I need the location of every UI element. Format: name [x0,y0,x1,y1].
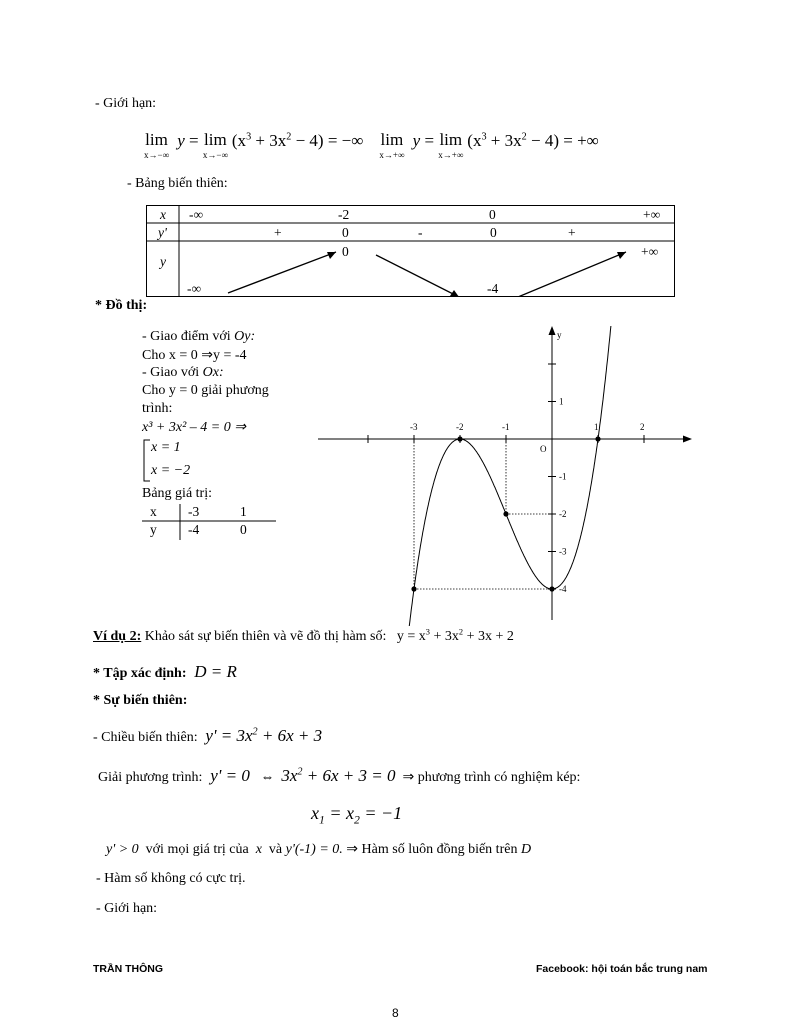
variation-heading: * Sự biến thiên: [93,693,188,708]
root-2: x = −2 [151,463,191,478]
y-axis-label: y [557,330,562,340]
oy-calculation: Cho x = 0 ⇒y = -4 [142,348,247,363]
yprime-zero-1: 0 [342,225,349,240]
page-number: 8 [392,1006,399,1020]
yprime-sign-2: - [418,225,423,240]
row-x-label: x [160,207,166,222]
y-value-neg-inf: -∞ [187,281,202,296]
footer-facebook: Facebook: hội toán bắc trung nam [536,963,708,975]
limit-heading: - Giới hạn: [95,96,157,111]
oy-intersection: - Giao điểm với Oy: [142,329,256,344]
y-tick-label: -4 [559,584,567,594]
origin-label: O [540,444,547,454]
y-tick-label: -3 [559,546,567,557]
graph-heading: * Đồ thị: [95,298,148,313]
x-tick-label: 2 [640,422,645,432]
ox-equation: x³ + 3x² – 4 = 0 ⇒ [142,420,246,435]
vt-y-1: -4 [188,522,200,537]
y-tick-label: -2 [559,509,567,519]
variation-table-lines [146,205,675,297]
value-table [142,504,276,540]
ox-calculation-2: trình: [142,401,173,416]
limit-expression: lim x→−∞ y = lim x→−∞ $(x^3 + 3x^2 - 4)$ = −∞ lim x→+∞ y = lim x→+∞ $(x^3 + 3x^2 - 4)$ = +∞ [144,130,599,160]
yprime-sign-1: + [274,225,282,240]
y-value-min: -4 [487,281,499,296]
yprime-zero-2: 0 [490,225,497,240]
limit-line-2: - Giới hạn: [96,901,158,916]
function-graph [310,320,700,626]
function-curve [409,326,611,626]
y-value-pos-inf: +∞ [641,244,659,259]
x-tick-label: -2 [456,422,464,432]
x-value-0: 0 [489,207,496,222]
y-axis-arrow [549,326,556,335]
ox-intersection: - Giao với Ox: [142,365,224,380]
x-value-minus-2: -2 [338,207,350,222]
y-tick-label: -1 [559,471,567,482]
value-table-title: Bảng giá trị: [142,486,212,501]
example2-title: Ví dụ 2: Khảo sát sự biến thiên và vẽ đồ thị hàm số: $y = x^3 + 3x^2 + 3x + 2$ [93,627,514,644]
curve-point [503,511,508,516]
x-tick-label: -3 [410,422,418,432]
footer-author: TRẦN THÔNG [93,963,163,975]
x-axis-arrow [683,436,692,443]
no-extrema-line: - Hàm số không có cực trị. [96,871,246,886]
vt-x-1: -3 [188,504,200,519]
yprime-sign-3: + [568,225,576,240]
vt-x-2: 1 [240,504,247,519]
vt-y-2: 0 [240,522,247,537]
solve-line: Giải phương trình: y' = 0 ⇔ $3x^2 + 6x + 3 = 0$ ⇒ phương trình có nghiệm kép: [98,766,581,785]
root-1: x = 1 [151,440,181,455]
direction-line: - Chiều biến thiên: $y' = 3x^2 + 6x + 3$ [93,726,323,745]
row-y-label: y [160,254,166,269]
x-value-neg-inf: -∞ [189,207,204,222]
curve-point [549,586,554,591]
domain-line: * Tập xác định: D = R [93,662,237,681]
variation-table [146,205,675,297]
y-tick-label: 1 [559,396,564,407]
x-tick-label: 1 [594,422,599,432]
double-root: $x_1 = x_2 = -1$ [311,803,403,827]
x-tick-label: -1 [502,422,510,432]
vt-x-label: x [150,504,157,519]
curve-point [595,436,600,441]
curve-point [411,586,416,591]
row-yprime-label: y' [158,225,167,240]
ox-calculation-1: Cho y = 0 giải phương [142,383,269,398]
vt-y-label: y [150,522,157,537]
y-value-max: 0 [342,244,349,259]
variation-table-heading: - Bảng biến thiên: [127,176,228,191]
curve-point [457,436,462,441]
x-value-pos-inf: +∞ [643,207,661,222]
conclusion-line: y' > 0 với mọi giá trị của x và y'(-1) = 0. ⇒ Hàm số luôn đồng biến trên D [106,842,532,857]
